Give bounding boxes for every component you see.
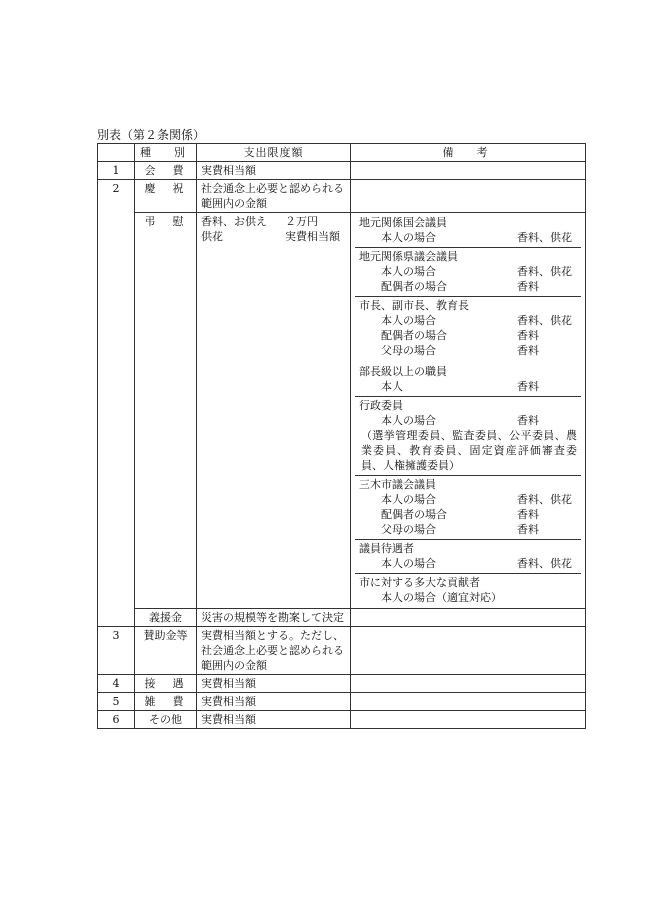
list-item: 本人の場合 香料	[381, 414, 539, 427]
list-item: 本人の場合 香料、供花	[381, 231, 572, 244]
table-row	[98, 180, 586, 213]
row-kind: 賛助金等	[135, 627, 197, 675]
row-limit: 社会通念上必要と認められる範囲内の金額	[197, 180, 351, 213]
row-number: 1	[98, 162, 135, 180]
list-item: 父母の場合 香料	[381, 523, 539, 536]
row-kind: 会 費	[135, 162, 197, 180]
expense-table	[97, 143, 586, 729]
table-row	[98, 627, 586, 675]
row-limit: 実費相当額	[197, 693, 351, 711]
row-remarks	[351, 213, 586, 609]
list-item: 配偶者の場合 香料	[381, 329, 539, 342]
remarks-group	[355, 297, 581, 397]
row-kind: その他	[135, 711, 197, 729]
table-row	[98, 162, 586, 180]
row-remarks	[351, 675, 586, 693]
remarks-group	[355, 476, 581, 540]
group-title: 議員待遇者	[359, 542, 414, 555]
row-remarks	[351, 711, 586, 729]
row-number: 6	[98, 711, 135, 729]
header-remarks: 備 考	[351, 144, 586, 162]
list-item: 父母の場合 香料	[381, 344, 539, 357]
row-remarks	[351, 693, 586, 711]
remarks-group	[355, 574, 581, 607]
row-number: 4	[98, 675, 135, 693]
group-title: 地元関係国会議員	[359, 216, 447, 229]
header-limit: 支出限度額	[197, 144, 351, 162]
group-title: 三木市議会議員	[359, 478, 436, 491]
limit-amount: 実費相当額	[285, 230, 340, 243]
remarks-group	[355, 540, 581, 574]
table-row	[98, 675, 586, 693]
row-number: 5	[98, 693, 135, 711]
remarks-group	[355, 214, 581, 248]
row-remarks	[351, 162, 586, 180]
limit-item: 供花	[201, 230, 223, 243]
list-item: 本人の場合 香料、供花	[381, 557, 572, 570]
group-title: 地元関係県議会議員	[359, 250, 458, 263]
list-item: 配偶者の場合 香料	[381, 508, 539, 521]
group-title: 市長、副市長、教育長	[359, 299, 469, 312]
group-title: 行政委員	[359, 399, 403, 412]
list-item: 本人の場合 香料、供花	[381, 314, 572, 327]
row-remarks	[351, 627, 586, 675]
page-title: 別表（第２条関係）	[97, 128, 206, 142]
row-limit: 実費相当額	[197, 162, 351, 180]
row-limit: 実費相当額	[197, 675, 351, 693]
row-remarks	[351, 180, 586, 213]
row-limit: 実費相当額とする。ただし、社会通念上必要と認められる範囲内の金額	[197, 627, 351, 675]
group-note: （選挙管理委員、監査委員、公平委員、農業委員、教育委員、固定資産評価審査委員、人権擁護委員）	[361, 429, 577, 472]
row-kind: 雑 費	[135, 693, 197, 711]
group-subtitle: 部長級以上の職員	[359, 365, 447, 378]
table-row	[98, 711, 586, 729]
table-row	[98, 213, 586, 609]
list-item: 本人の場合 香料、供花	[381, 493, 572, 506]
header-row	[98, 144, 586, 162]
header-kind: 種 別	[135, 144, 197, 162]
list-item: 本人の場合 香料、供花	[381, 265, 572, 278]
remarks-group	[355, 397, 581, 476]
row-limit: 実費相当額	[197, 711, 351, 729]
table-row	[98, 693, 586, 711]
remarks-group	[355, 248, 581, 297]
limit-line	[201, 214, 346, 229]
group-title: 市に対する多大な貢献者	[359, 576, 480, 589]
limit-line	[201, 229, 346, 244]
row-limit: 災害の規模等を勘案して決定	[197, 609, 351, 627]
header-num	[98, 144, 135, 162]
list-item: 本人 香料	[381, 380, 539, 393]
row-number: 3	[98, 627, 135, 675]
table-row	[98, 609, 586, 627]
row-remarks	[351, 609, 586, 627]
row-kind: 義援金	[135, 609, 197, 627]
row-kind: 慶 祝	[135, 180, 197, 213]
row-limit	[197, 213, 351, 609]
list-item: 本人の場合（適宜対応）	[381, 591, 502, 604]
limit-amount: ２万円	[285, 215, 318, 228]
row-kind: 弔 慰	[135, 213, 197, 609]
row-number: 2	[98, 180, 135, 627]
list-item: 配偶者の場合 香料	[381, 280, 539, 293]
row-kind: 接 遇	[135, 675, 197, 693]
limit-item: 香料、お供え	[201, 215, 267, 228]
